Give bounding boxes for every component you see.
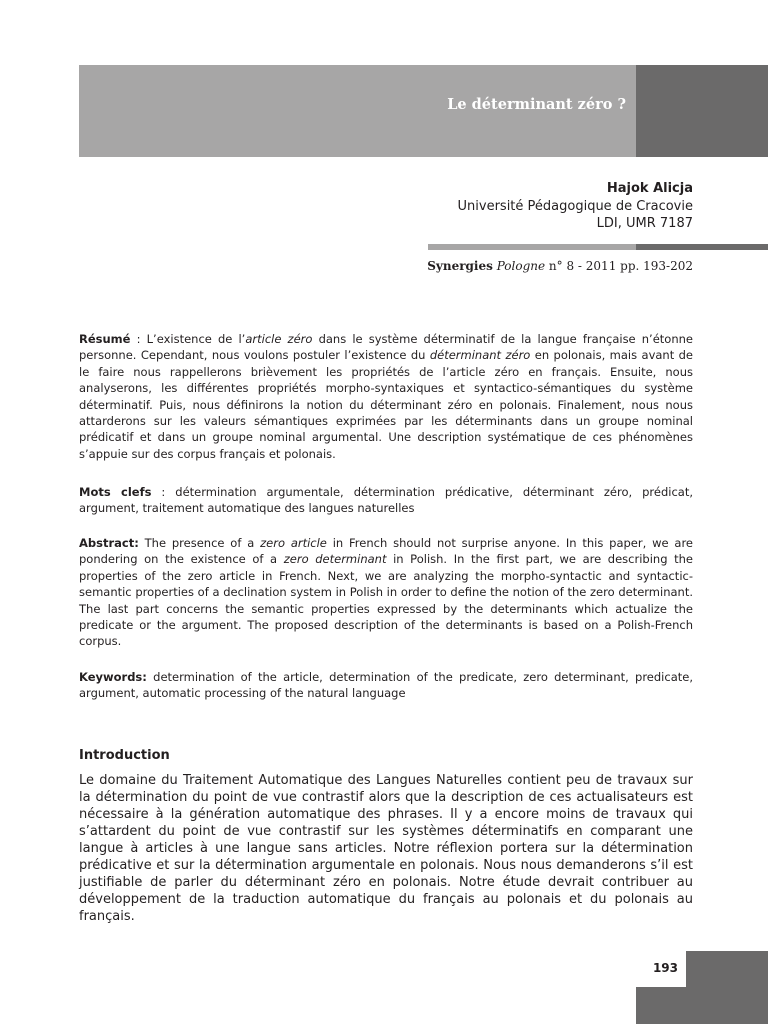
divider-light: [428, 244, 636, 250]
resume-paragraph: [79, 331, 693, 462]
abstract-paragraph: [79, 535, 693, 650]
resume-emphasis: déterminant zéro: [429, 348, 531, 363]
keywords-text: determination of the article, determination of the predicate, zero determinant, predicate, argument, automatic processing of the natural language: [79, 670, 693, 701]
divider-dark: [636, 244, 768, 250]
abstract-text: in Polish. In the first part, we are describing the properties of the zero article in French. Next, we are analyzing the morpho-syntactic and syntactic-semantic properties of a declination system in Polish in order to define the notion of the zero determinant. The last part concerns the semantic properties expressed by the determinants which actualize the predicate or the argument. The proposed description of the determinants is based on a Polish-French corpus.: [79, 552, 693, 649]
introduction-heading: Introduction: [79, 748, 170, 763]
author-affiliation: Université Pédagogique de Cracovie: [457, 198, 693, 214]
keywords-label: Keywords:: [79, 670, 147, 684]
abstract-emphasis: zero determinant: [283, 552, 387, 567]
abstract-text: in French should not surprise anyone. In this paper, we are pondering on the existence of a: [79, 536, 693, 567]
resume-text: dans le système déterminatif de la langue française n’étonne personne. Cependant, nous voulons postuler l’existence du: [79, 332, 693, 363]
journal-name: Synergies: [427, 259, 493, 273]
resume-label: Résumé: [79, 332, 131, 346]
abstract-emphasis: zero article: [260, 536, 327, 550]
journal-country: Pologne: [496, 259, 546, 273]
author-name: Hajok Alicja: [606, 181, 693, 196]
resume-emphasis: article zéro: [245, 332, 313, 346]
resume-text: en polonais, mais avant de le faire nous rappellerons brièvement les propriétés de l’article zéro en français. Ensuite, nous analyserons, les différentes propriétés morpho-syntaxiques et syntactico-sémantiques du système déterminatif. Puis, nous définirons la notion du déterminant zéro en polonais. Finalement, nous nous attarderons sur les valeurs sémantiques exprimées par les déterminants dans un groupe nominal prédicatif et dans un groupe nominal argumental. Une description systématique de ces phénomènes s’appuie sur des corpus français et polonais.: [79, 348, 694, 461]
page-number: 193: [652, 961, 678, 975]
introduction-paragraph: Le domaine du Traitement Automatique des Langues Naturelles contient peu de travaux sur la détermination du point de vue contrastif alors que la description de ces actualisateurs est nécessaire à la génération automatique des phrases. Il y a encore moins de travaux qui s’attardent du point de vue contrastif sur les systèmes déterminatifs en comparant une langue à articles à une langue sans articles. Notre réflexion portera sur la détermination prédicative et sur la détermination argumentale en polonais. Nous nous demanderons s’il est justifiable de parler du déterminant zéro en polonais. Notre étude devrait contribuer au développement de la traduction automatique du français au polonais et du polonais au français.: [79, 773, 693, 924]
article-title: Le déterminant zéro ?: [447, 96, 626, 113]
mots-clefs-paragraph: [79, 484, 693, 517]
journal-issue: n° 8 - 2011 pp. 193-202: [548, 259, 693, 273]
mots-clefs-text: : détermination argumentale, détermination prédicative, déterminant zéro, prédicat, argument, traitement automatique des langues naturelles: [79, 485, 693, 516]
journal-reference: [427, 259, 693, 273]
abstract-text: The presence of a: [138, 536, 261, 550]
author-block: [458, 180, 693, 233]
author-lab: LDI, UMR 7187: [596, 216, 693, 231]
resume-text: : L’existence de l’: [130, 332, 246, 346]
abstract-label: Abstract:: [79, 536, 139, 550]
header-dark-block: [636, 65, 768, 157]
mots-clefs-label: Mots clefs: [79, 485, 152, 499]
keywords-paragraph: [79, 669, 693, 702]
